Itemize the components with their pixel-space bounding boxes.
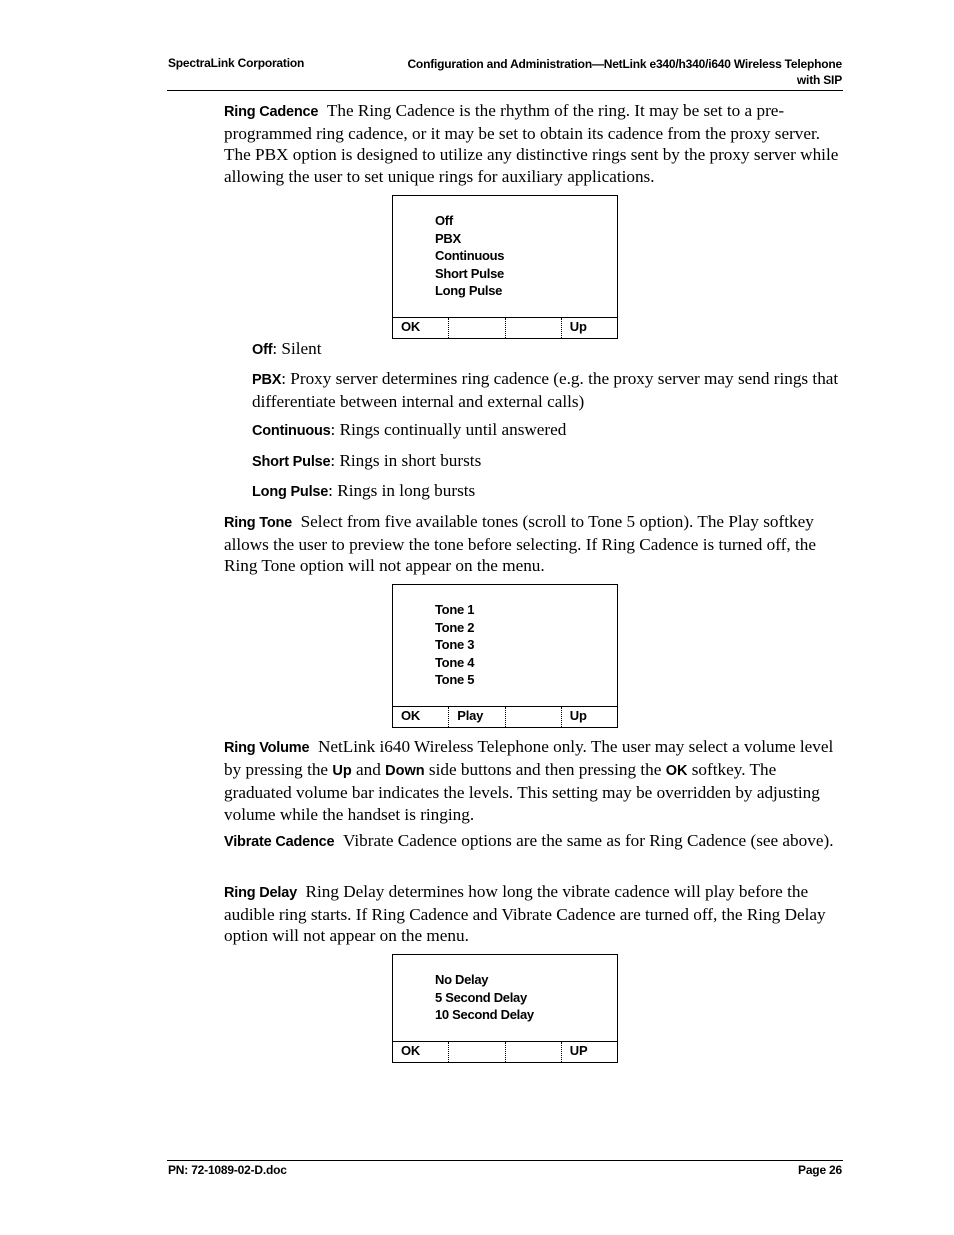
ring-volume-paragraph bbox=[224, 736, 840, 825]
ring-volume-text: and bbox=[351, 760, 386, 780]
footer-part-number: PN: 72-1089-02-D.doc bbox=[168, 1163, 287, 1177]
ring-cadence-menu bbox=[435, 212, 504, 300]
softkey-2[interactable] bbox=[448, 1042, 504, 1062]
ring-cadence-paragraph bbox=[224, 100, 840, 187]
option-desc: : Silent bbox=[272, 339, 322, 358]
menu-item[interactable]: PBX bbox=[435, 230, 461, 246]
ring-cadence-screen bbox=[392, 195, 618, 339]
ring-tone-menu bbox=[435, 601, 474, 689]
softkey-play[interactable]: Play bbox=[448, 707, 504, 727]
softkey-ok[interactable]: OK bbox=[401, 1043, 421, 1058]
option-term: Off bbox=[252, 342, 273, 358]
ring-tone-paragraph bbox=[224, 511, 840, 577]
menu-item[interactable]: Tone 1 bbox=[435, 602, 475, 617]
header-title-line-1: Configuration and Administration—NetLink e340/h340/i640 Wireless Telephone bbox=[407, 57, 842, 71]
option-term: PBX bbox=[252, 372, 282, 388]
softkey-3[interactable] bbox=[505, 707, 561, 727]
softkey-ok[interactable]: OK bbox=[401, 708, 421, 723]
vibrate-cadence-term: Vibrate Cadence bbox=[224, 834, 335, 850]
ring-volume-text: side buttons and then pressing the bbox=[424, 760, 666, 780]
down-key-label: Down bbox=[385, 763, 425, 780]
softkey-up[interactable]: Up bbox=[561, 318, 617, 338]
ring-delay-paragraph bbox=[224, 881, 840, 947]
header-title-line-2: with SIP bbox=[796, 73, 842, 87]
menu-item[interactable]: No Delay bbox=[435, 972, 489, 987]
ok-key-label: OK bbox=[665, 763, 688, 780]
vibrate-cadence-paragraph bbox=[224, 830, 840, 853]
header-document-title bbox=[382, 56, 842, 88]
footer-page-number: Page 26 bbox=[798, 1163, 842, 1177]
menu-item[interactable]: Long Pulse bbox=[435, 283, 503, 299]
option-desc: : Proxy server determines ring cadence (e.g. the proxy server may send rings that differentiate between internal and external calls) bbox=[252, 369, 839, 412]
menu-item[interactable]: 10 Second Delay bbox=[435, 1007, 534, 1023]
menu-item[interactable]: Continuous bbox=[435, 248, 505, 264]
ring-volume-text: softkey. The graduated volume bar indicates the levels. This setting may be overridden by adjusting volume while the handset is ringing. bbox=[224, 760, 820, 824]
ring-delay-screen bbox=[392, 954, 618, 1063]
softkey-ok[interactable]: OK bbox=[401, 319, 421, 334]
option-desc: : Rings in long bursts bbox=[328, 481, 476, 500]
ring-tone-screen bbox=[392, 584, 618, 728]
softkey-3[interactable] bbox=[505, 1042, 561, 1062]
softkey-bar bbox=[393, 706, 617, 727]
softkey-2[interactable] bbox=[448, 318, 504, 338]
ring-tone-text: Select from five available tones (scroll to Tone 5 option). The Play softkey allows the user to preview the tone before selecting. If Ring Cadence is turned off, the Ring Tone option will not appear on the menu. bbox=[224, 512, 816, 576]
footer-rule bbox=[167, 1160, 843, 1161]
option-term: Short Pulse bbox=[252, 454, 331, 470]
up-key-label: Up bbox=[332, 763, 352, 780]
ring-volume-term: Ring Volume bbox=[224, 740, 310, 756]
ring-cadence-term: Ring Cadence bbox=[224, 104, 319, 120]
ring-delay-menu bbox=[435, 971, 534, 1024]
ring-delay-text: Ring Delay determines how long the vibrate cadence will play before the audible ring starts. If Ring Cadence and Vibrate Cadence are turned off, the Ring Delay option will not appear on the menu. bbox=[224, 882, 826, 946]
ring-tone-term: Ring Tone bbox=[224, 515, 293, 531]
menu-item[interactable]: Off bbox=[435, 213, 453, 228]
option-short-pulse bbox=[252, 450, 840, 473]
header-company: SpectraLink Corporation bbox=[168, 56, 305, 70]
option-term: Long Pulse bbox=[252, 484, 329, 500]
menu-item[interactable]: Tone 5 bbox=[435, 672, 475, 688]
option-desc: : Rings in short bursts bbox=[330, 451, 482, 470]
softkey-bar bbox=[393, 1041, 617, 1062]
ring-delay-term: Ring Delay bbox=[224, 885, 297, 901]
option-off bbox=[252, 338, 840, 361]
option-long-pulse bbox=[252, 480, 840, 503]
option-continuous bbox=[252, 419, 840, 442]
vibrate-cadence-text: Vibrate Cadence options are the same as for Ring Cadence (see above). bbox=[342, 831, 834, 850]
menu-item[interactable]: Tone 2 bbox=[435, 619, 475, 635]
ring-volume-text: NetLink i640 Wireless Telephone only. The user may select a volume level by pressing the bbox=[224, 737, 834, 780]
softkey-up[interactable]: Up bbox=[561, 707, 617, 727]
option-term: Continuous bbox=[252, 423, 331, 439]
softkey-3[interactable] bbox=[505, 318, 561, 338]
menu-item[interactable]: Short Pulse bbox=[435, 265, 504, 281]
softkey-up[interactable]: UP bbox=[561, 1042, 617, 1062]
option-pbx bbox=[252, 368, 840, 412]
header-rule bbox=[167, 90, 843, 91]
menu-item[interactable]: 5 Second Delay bbox=[435, 989, 527, 1005]
softkey-bar bbox=[393, 317, 617, 338]
menu-item[interactable]: Tone 3 bbox=[435, 637, 475, 653]
menu-item[interactable]: Tone 4 bbox=[435, 654, 475, 670]
option-desc: : Rings continually until answered bbox=[330, 420, 567, 439]
ring-cadence-text: The Ring Cadence is the rhythm of the ring. It may be set to a pre-programmed ring cadence, or it may be set to obtain its cadence from the proxy server. The PBX option is designed to utilize any distinctive rings sent by the proxy server while allowing the user to set unique rings for auxiliary applications. bbox=[224, 101, 839, 186]
